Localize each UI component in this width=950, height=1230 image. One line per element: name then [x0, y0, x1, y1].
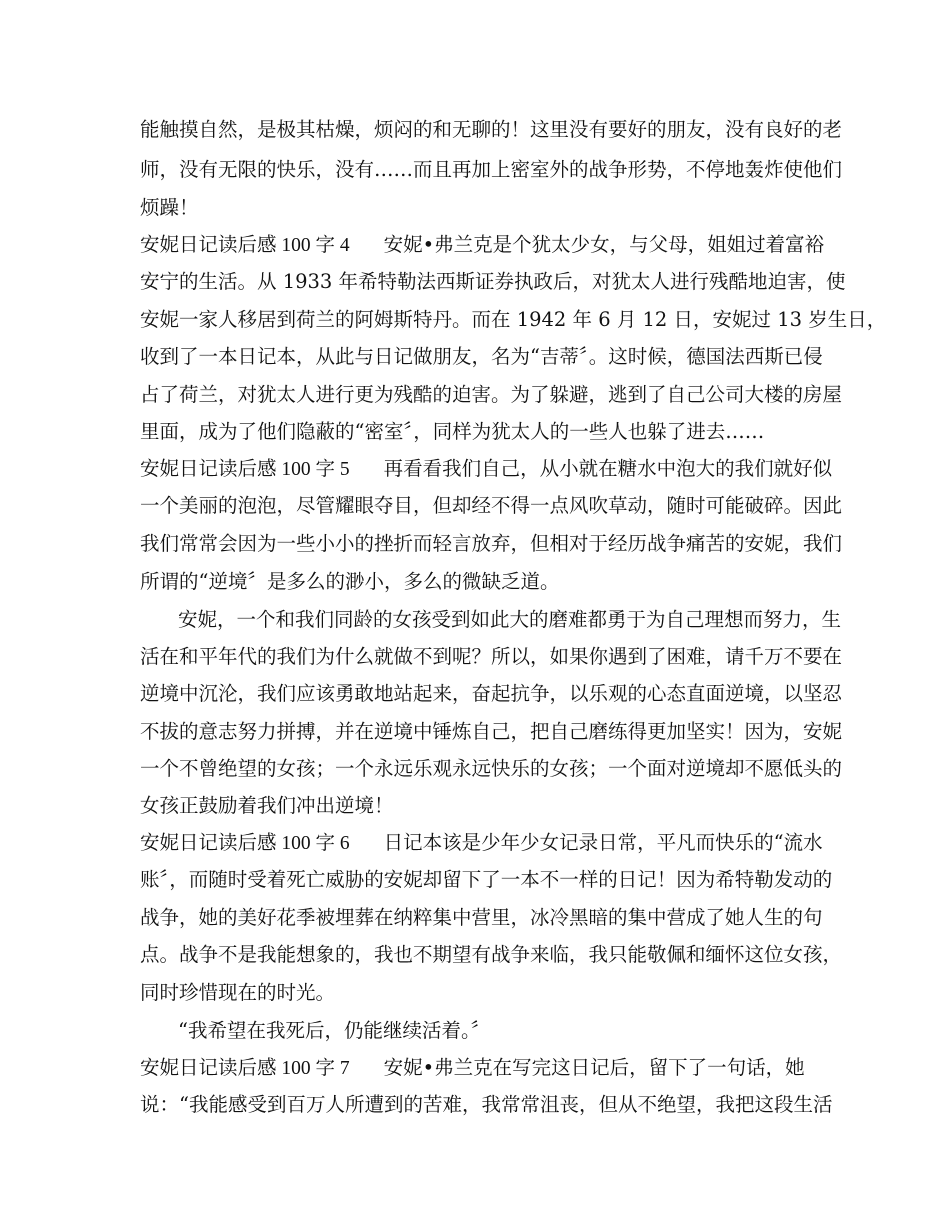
text-line: 活在和平年代的我们为什么就做不到呢？所以，如果你遇到了困难，请千万不要在 [140, 645, 843, 668]
text-line: 师，没有无限的快乐，没有……而且再加上密室外的战争形势，不停地轰炸使他们 [140, 158, 843, 181]
text-line: 一个不曾绝望的女孩；一个永远乐观永远快乐的女孩；一个面对逆境却不愿低头的 [140, 757, 843, 780]
text-line: 能触摸自然，是极其枯燥，烦闷的和无聊的！这里没有要好的朋友，没有良好的老 [140, 118, 843, 141]
text-line: 占了荷兰，对犹太人进行更为残酷的迫害。为了躲避，逃到了自己公司大楼的房屋 [140, 383, 843, 406]
text-line: 账〞，而随时受着死亡威胁的安妮却留下了一本不一样的日记！因为希特勒发动的 [140, 868, 833, 891]
heading-line [140, 823, 823, 863]
text-line: 说：“我能感受到百万人所遭到的苦难，我常常沮丧，但从不绝望，我把这段生活 [140, 1093, 833, 1116]
section-heading-5: 安妮日记读后感 100 字 5 [140, 459, 350, 480]
section-heading-4: 安妮日记读后感 100 字 4 [140, 235, 350, 256]
text-line: 再看看我们自己，从小就在糖水中泡大的我们就好似 [383, 457, 833, 480]
heading-line [140, 225, 825, 265]
section-heading-6: 安妮日记读后感 100 字 6 [140, 833, 350, 854]
text-line: 安妮，一个和我们同龄的女孩受到如此大的磨难都勇于为自己理想而努力，生 [178, 608, 842, 631]
text-line: 一个美丽的泡泡，尽管耀眼夺目，但却经不得一点风吹草动，随时可能破碎。因此 [140, 494, 843, 517]
text-line: 安宁的生活。从 1933 年希特勒法西斯证券执政后，对犹太人进行残酷地迫害，使 [140, 270, 846, 293]
section-heading-7: 安妮日记读后感 100 字 7 [140, 1058, 350, 1079]
text-line: 里面，成为了他们隐蔽的“密室〞，同样为犹太人的一些人也躲了进去…… [140, 420, 765, 443]
text-line: 烦躁！ [140, 196, 199, 219]
text-line: 不拔的意志努力拼搏，并在逆境中锤炼自己，把自己磨练得更加坚实！因为，安妮 [140, 720, 843, 743]
text-line: 所谓的“逆境〞是多么的渺小，多么的微缺乏道。 [140, 570, 560, 593]
text-line: “我希望在我死后，仍能继续活着。〞 [178, 1019, 491, 1042]
text-line: 收到了一本日记本，从此与日记做朋友，名为“吉蒂〞。这时候，德国法西斯已侵 [140, 345, 823, 368]
text-line: 安妮•弗兰克是个犹太少女，与父母，姐姐过着富裕 [383, 233, 825, 256]
heading-line [140, 1048, 812, 1088]
text-line: 点。战争不是我能想象的，我也不期望有战争来临，我只能敬佩和缅怀这位女孩， [140, 943, 843, 966]
text-line: 逆境中沉沦，我们应该勇敢地站起来，奋起抗争，以乐观的心态直面逆境，以坚忍 [140, 682, 843, 705]
text-line: 同时珍惜现在的时光。 [140, 981, 336, 1004]
heading-line [140, 449, 833, 489]
text-line: 我们常常会因为一些小小的挫折而轻言放弃，但相对于经历战争痛苦的安妮，我们 [140, 532, 843, 555]
text-line: 日记本该是少年少女记录日常，平凡而快乐的“流水 [383, 831, 823, 854]
text-line: 安妮一家人移居到荷兰的阿姆斯特丹。而在 1942 年 6 月 12 日，安妮过 13 岁生日， [140, 308, 887, 331]
text-line: 战争，她的美好花季被埋葬在纳粹集中营里，冰冷黑暗的集中营成了她人生的句 [140, 906, 823, 929]
text-line: 女孩正鼓励着我们冲出逆境！ [140, 794, 394, 817]
text-line: 安妮•弗兰克在写完这日记后，留下了一句话，她 [383, 1056, 805, 1079]
